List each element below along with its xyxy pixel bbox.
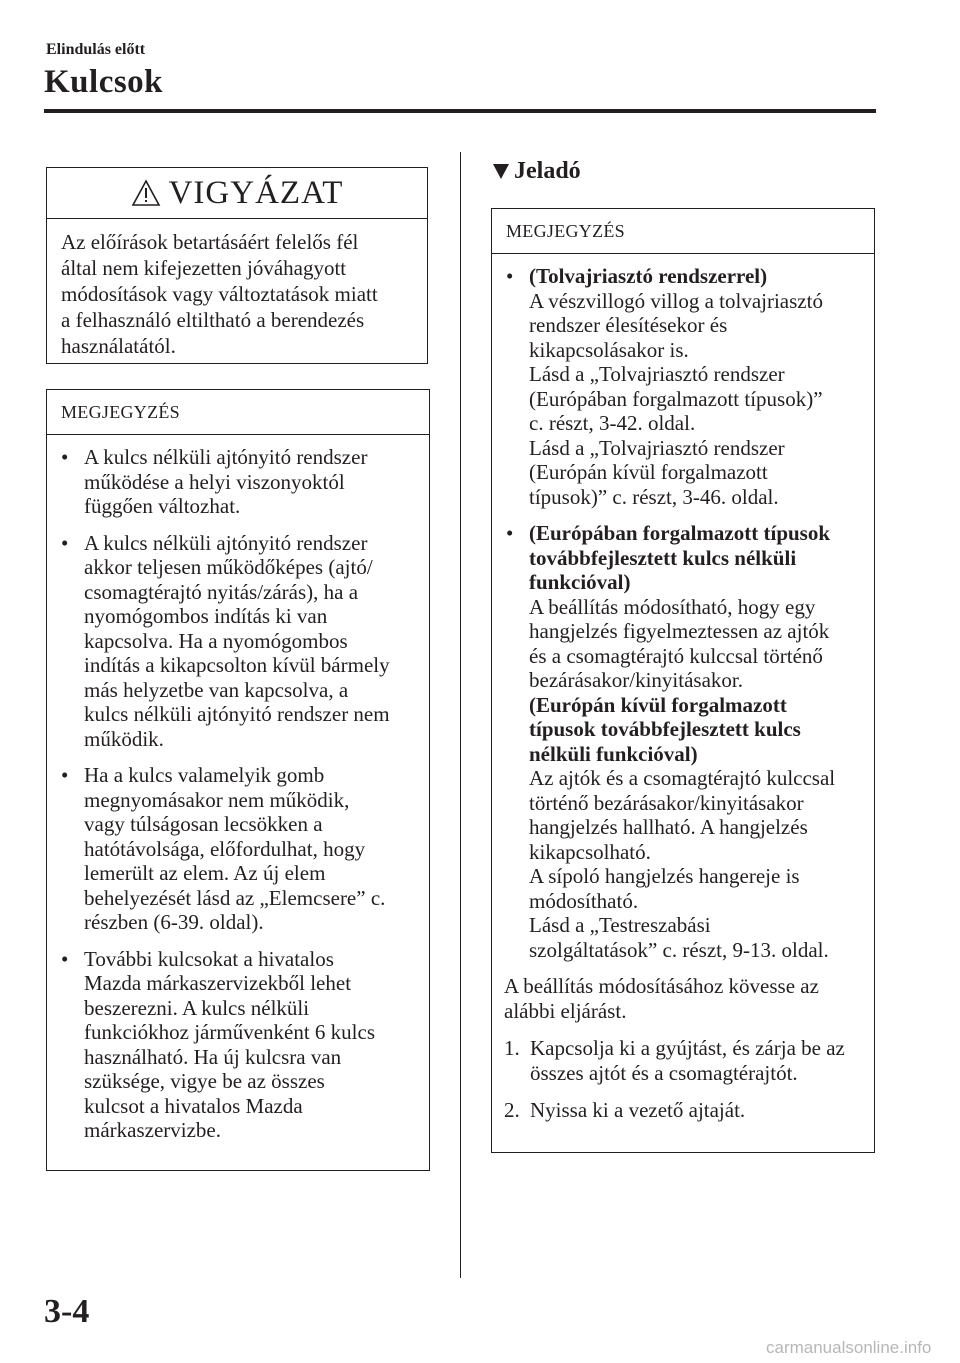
title-rule	[44, 109, 876, 113]
procedure-intro	[492, 974, 874, 1024]
note-box-right	[491, 208, 875, 1153]
list-bold-line: (Európán kívül forgalmazott	[529, 692, 787, 717]
column-divider	[460, 152, 461, 1278]
list-line: rendszer élesítésekor és	[529, 313, 728, 337]
list-item	[504, 264, 862, 509]
list-line: függően változhat.	[84, 494, 241, 518]
list-line: és a csomagtérajtó kulccsal történő	[529, 643, 823, 668]
list-bold-line: (Európában forgalmazott típusok	[529, 521, 831, 545]
list-bold-line: nélküli funkcióval)	[529, 741, 698, 766]
list-item	[59, 531, 417, 752]
list-line: kikapcsolásakor is.	[529, 337, 689, 362]
note-list	[47, 435, 429, 1143]
list-line: csomagtérajtó nyitás/zárás), ha a	[84, 579, 359, 604]
watermark: carmanualsonline.info	[766, 1338, 932, 1357]
bullet-icon: •	[61, 445, 69, 469]
section-label: Elindulás előtt	[46, 41, 146, 58]
list-line: A kulcs nélküli ajtónyitó rendszer	[84, 445, 368, 469]
note-title: MEGJEGYZÉS	[492, 209, 874, 254]
list-item	[59, 763, 417, 935]
list-bold-line: típusok továbbfejlesztett kulcs	[529, 717, 801, 741]
list-line: (Európán kívül forgalmazott	[529, 460, 768, 484]
warning-title: VIGYÁZAT	[168, 175, 344, 211]
list-line: kikapcsolható.	[529, 839, 651, 864]
bullet-icon: •	[506, 264, 514, 288]
list-line: akkor teljesen működőképes (ajtó/	[84, 555, 373, 579]
step-line: Kapcsolja ki a gyújtást, és zárja be az	[530, 1036, 845, 1060]
page-title: Kulcsok	[44, 64, 164, 100]
list-line: c. részt, 3-42. oldal.	[529, 411, 696, 435]
list-line: Lásd a „Tolvajriasztó rendszer	[529, 435, 785, 460]
list-bold-line: (Tolvajriasztó rendszerrel)	[529, 264, 768, 288]
list-line: márkaszervizbe.	[84, 1118, 222, 1142]
list-line: hangjelzés figyelmeztessen az ajtók	[529, 619, 830, 643]
list-bold-line: továbbfejlesztett kulcs nélküli	[529, 545, 797, 570]
warning-body	[47, 219, 427, 359]
paragraph-line: alábbi eljárást.	[504, 999, 627, 1023]
bullet-icon: •	[61, 763, 69, 787]
warning-box	[46, 167, 428, 364]
list-line: A beállítás módosítható, hogy egy	[529, 594, 816, 619]
step-item	[504, 1036, 862, 1086]
list-line: További kulcsokat a hivatalos	[84, 946, 334, 971]
bullet-icon: •	[61, 530, 69, 555]
list-line: részben (6-39. oldal).	[84, 910, 264, 934]
list-line: kulcs nélküli ajtónyitó rendszer nem	[84, 702, 390, 726]
list-line: Lásd a „Tolvajriasztó rendszer	[529, 362, 785, 386]
bullet-icon: •	[61, 946, 69, 971]
list-line: vagy túlságosan lecsökken a	[84, 812, 323, 836]
list-line: (Európában forgalmazott típusok)”	[529, 386, 823, 411]
list-bold-line: funkcióval)	[529, 570, 631, 594]
step-item	[504, 1098, 862, 1123]
list-line: módosítható.	[529, 888, 639, 913]
list-line: lemerült az elem. Az új elem	[84, 861, 326, 885]
list-line: használható. Ha új kulcsra van	[84, 1044, 342, 1069]
list-line: behelyezését lásd az „Elemcsere” c.	[84, 885, 386, 910]
list-item	[504, 521, 862, 962]
warning-line: Az előírások betartásáért felelős fél	[61, 230, 359, 254]
page-number: 3-4	[44, 1293, 90, 1330]
note-box-left	[46, 389, 430, 1171]
bullet-icon: •	[506, 521, 514, 545]
list-line: hatótávolsága, előfordulhat, hogy	[84, 836, 366, 861]
list-line: bezárásakor/kinyitásakor.	[529, 668, 743, 692]
list-line: szolgáltatások” c. részt, 9-13. oldal.	[529, 937, 829, 962]
list-line: működik.	[84, 726, 164, 751]
list-line: más helyzetbe van kapcsolva, a	[84, 677, 349, 702]
procedure-steps	[492, 1036, 874, 1123]
list-line: Mazda márkaszervizekből lehet	[84, 971, 352, 995]
triangle-down-icon	[492, 162, 510, 180]
list-line: nyomógombos indítás ki van	[84, 604, 328, 628]
list-line: A kulcs nélküli ajtónyitó rendszer	[84, 530, 368, 555]
list-line: történő bezárásakor/kinyitásakor	[529, 790, 804, 815]
list-line: funkciókhoz járművenként 6 kulcs	[84, 1020, 376, 1044]
step-number: 1.	[504, 1036, 520, 1060]
list-line: A vészvillogó villog a tolvajriasztó	[529, 288, 823, 313]
list-line: Az ajtók és a csomagtérajtó kulccsal	[529, 766, 836, 790]
list-line: Lásd a „Testreszabási	[529, 913, 711, 937]
subheading	[492, 156, 581, 186]
list-item	[59, 947, 417, 1143]
list-line: indítás a kikapcsolton kívül bármely	[84, 653, 390, 677]
list-line: szüksége, vigye be az összes	[84, 1069, 325, 1093]
list-line: kapcsolva. Ha a nyomógombos	[84, 628, 348, 653]
list-line: A sípoló hangjelzés hangereje is	[529, 864, 800, 888]
warning-line: a felhasználó eltiltható a berendezés	[61, 308, 365, 332]
list-item	[59, 445, 417, 519]
warning-line: használatától.	[61, 334, 176, 358]
warning-line: módosítások vagy változtatások miatt	[61, 282, 378, 306]
list-line: hangjelzés hallható. A hangjelzés	[529, 815, 808, 839]
list-line: Ha a kulcs valamelyik gomb	[84, 763, 325, 787]
list-line: működése a helyi viszonyoktól	[84, 469, 345, 494]
list-line: kulcsot a hivatalos Mazda	[84, 1093, 303, 1118]
note-title: MEGJEGYZÉS	[47, 390, 429, 435]
step-line: összes ajtót és a csomagtérajtót.	[530, 1061, 798, 1085]
step-number: 2.	[504, 1098, 520, 1122]
list-line: beszerezni. A kulcs nélküli	[84, 995, 310, 1020]
warning-header	[47, 168, 427, 219]
warning-triangle-icon	[131, 179, 161, 207]
warning-line: által nem kifejezetten jóváhagyott	[61, 256, 347, 280]
note-list	[492, 254, 874, 962]
list-line: típusok)” c. részt, 3-46. oldal.	[529, 484, 779, 509]
list-line: megnyomásakor nem működik,	[84, 787, 350, 812]
step-line: Nyissa ki a vezető ajtaját.	[530, 1098, 746, 1122]
subheading-text: Jeladó	[514, 158, 581, 184]
paragraph-line: A beállítás módosításához kövesse az	[504, 974, 819, 998]
